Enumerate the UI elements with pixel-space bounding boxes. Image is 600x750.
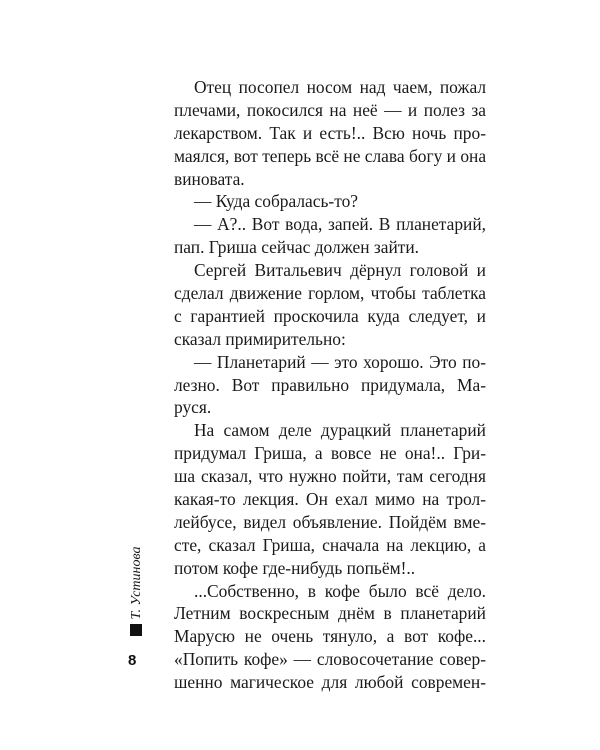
text-line: маялся, вот теперь всё не слава богу и она [174, 145, 487, 166]
text-line: потом кофе где-нибудь попьём!.. [174, 557, 416, 578]
text-line: лейбусе, видел объявление. Пойдём вме- [174, 511, 486, 532]
text-line: руся. [174, 397, 212, 418]
text-line: — А?.. Вот вода, запей. В планетарий, [194, 214, 486, 235]
text-line: с гарантией проскочила куда следует, и [174, 305, 486, 326]
text-line: Летним воскресным днём в планетарий [174, 603, 486, 624]
text-line: Сергей Витальевич дёрнул головой и [194, 260, 486, 281]
text-line: плечами, покосился на неё — и полез за [174, 99, 486, 120]
body-text [174, 76, 486, 694]
text-line: Марусю не очень тянуло, а вот кофе... [174, 626, 486, 647]
text-line: лезно. Вот правильно придумала, Ма- [174, 374, 486, 395]
text-line: Отец посопел носом над чаем, пожал [194, 77, 486, 97]
running-author [128, 545, 146, 620]
text-line: сте, сказал Гриша, сначала на лекцию, а [174, 534, 486, 555]
text-line: пап. Гриша сейчас должен зайти. [174, 237, 420, 258]
text-line: какая-то лекция. Он ехал мимо на трол- [174, 489, 486, 510]
text-line: «Попить кофе» — словосочетание совер- [174, 649, 486, 670]
text-line: сказал примирительно: [174, 328, 346, 349]
text-line: ша сказал, что нужно пойти, там сегодня [174, 466, 486, 487]
page-number: 8 [128, 652, 137, 669]
text-line: придумал Гриша, а вовсе не она!.. Гри- [174, 443, 486, 464]
text-line: — Куда собралась-то? [194, 191, 358, 212]
text-line: шенно магическое для любой современ- [174, 672, 486, 693]
text-line: На самом деле дурацкий планетарий [194, 420, 486, 441]
text-line: виновата. [174, 168, 245, 189]
text-line: лекарством. Так и есть!.. Всю ночь про- [174, 122, 486, 143]
text-line: — Планетарий — это хорошо. Это по- [194, 351, 486, 372]
text-line: ...Собственно, в кофе было всё дело. [194, 580, 486, 601]
text-line: сделал движение горлом, чтобы таблетка [174, 283, 486, 304]
running-author-text: Т. Устинова [129, 546, 144, 619]
sidebar-square-marker [130, 624, 142, 636]
